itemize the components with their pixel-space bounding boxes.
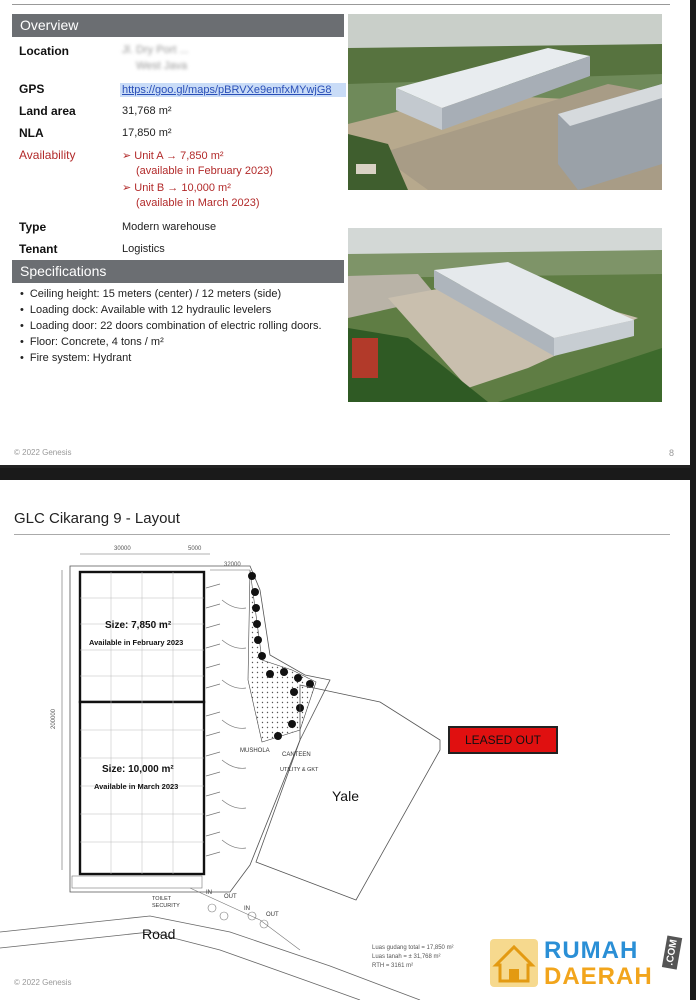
- slide2-footer: © 2022 Genesis: [14, 978, 72, 987]
- spec-item: • Loading door: 22 doors combination of electric rolling doors.: [20, 318, 322, 334]
- area-note-3: RTH = 3161 m²: [372, 963, 414, 969]
- unit-a-availability: Available in February 2023: [89, 638, 184, 647]
- leased-out-badge: LEASED OUT: [448, 726, 558, 754]
- watermark-rumah: RUMAH: [544, 937, 639, 964]
- gate-in-label-2: IN: [244, 906, 250, 912]
- availability-label: Availability: [19, 148, 76, 162]
- gps-label: GPS: [19, 82, 45, 96]
- gate-in-label-1: IN: [206, 890, 212, 896]
- layout-title: GLC Cikarang 9 - Layout: [14, 510, 180, 527]
- area-note-1: Luas gudang total = 17,850 m²: [372, 945, 454, 951]
- specifications-list: [20, 286, 322, 366]
- spec-item: • Ceiling height: 15 meters (center) / 12 meters (side): [20, 286, 322, 302]
- specifications-heading: Specifications: [12, 260, 344, 283]
- dimension-top-1: 30000: [114, 546, 131, 552]
- tenant-label: Tenant: [19, 242, 58, 256]
- unit-b-availability-note: (available in March 2023): [136, 197, 260, 209]
- overview-slide: [0, 0, 690, 468]
- land-area-label: Land area: [19, 104, 76, 118]
- location-value-line1: Jl. Dry Port ...: [122, 44, 189, 56]
- canteen-label: CANTEEN: [282, 752, 311, 758]
- location-value-line2: West Java: [136, 60, 188, 72]
- nla-label: NLA: [19, 126, 44, 140]
- watermark-daerah: DAERAH: [544, 963, 653, 990]
- house-logo-icon: [488, 937, 540, 989]
- type-label: Type: [19, 220, 47, 234]
- unit-b-size: Size: 10,000 m²: [102, 764, 174, 775]
- toilet-security-label: TOILET SECURITY: [152, 896, 180, 909]
- overview-heading: Overview: [12, 14, 344, 37]
- nla-value: 17,850 m²: [122, 127, 172, 139]
- utility-label: UTILITY & GKT: [280, 767, 319, 773]
- road-label: Road: [142, 926, 176, 942]
- warehouse-aerial-photo-1: [348, 14, 662, 190]
- layout-slide: [0, 480, 690, 1000]
- land-area-value: 31,768 m²: [122, 105, 172, 117]
- yale-label: Yale: [332, 788, 359, 804]
- unit-a-availability-note: (available in February 2023): [136, 165, 273, 177]
- warehouse-aerial-photo-2: [348, 228, 662, 402]
- tenant-value: Logistics: [122, 243, 165, 255]
- type-value: Modern warehouse: [122, 221, 217, 233]
- unit-b-availability: ➢ Unit B → 10,000 m²: [122, 182, 231, 194]
- top-rule: [12, 4, 670, 5]
- gate-out-label-1: OUT: [224, 894, 237, 900]
- unit-a-availability: ➢ Unit A → 7,850 m²: [122, 150, 224, 162]
- slide1-footer: © 2022 Genesis: [14, 448, 72, 457]
- spec-item: • Floor: Concrete, 4 tons / m²: [20, 334, 322, 350]
- site-plan-drawing: [0, 480, 690, 1000]
- watermark-com: .COM: [662, 935, 682, 969]
- spec-item: • Loading dock: Available with 12 hydraulic levelers: [20, 302, 322, 318]
- dimension-left: 200000: [51, 708, 58, 730]
- area-note-2: Luas tanah = ± 31,768 m²: [372, 954, 441, 960]
- gate-out-label-2: OUT: [266, 912, 279, 918]
- unit-b-availability: Available in March 2023: [94, 782, 179, 791]
- unit-a-size: Size: 7,850 m²: [105, 620, 172, 631]
- page-number: 8: [668, 448, 674, 458]
- spec-item: • Fire system: Hydrant: [20, 350, 322, 366]
- gps-link[interactable]: https://goo.gl/maps/pBRVXe9emfxMYwjG8: [120, 83, 346, 97]
- location-label: Location: [19, 44, 69, 58]
- dimension-top-3: 32000: [224, 562, 241, 568]
- rumah-daerah-watermark: [488, 935, 688, 993]
- dimension-top-2: 5000: [188, 546, 202, 552]
- area-notes: [372, 944, 454, 971]
- mushola-label: MUSHOLA: [240, 748, 270, 754]
